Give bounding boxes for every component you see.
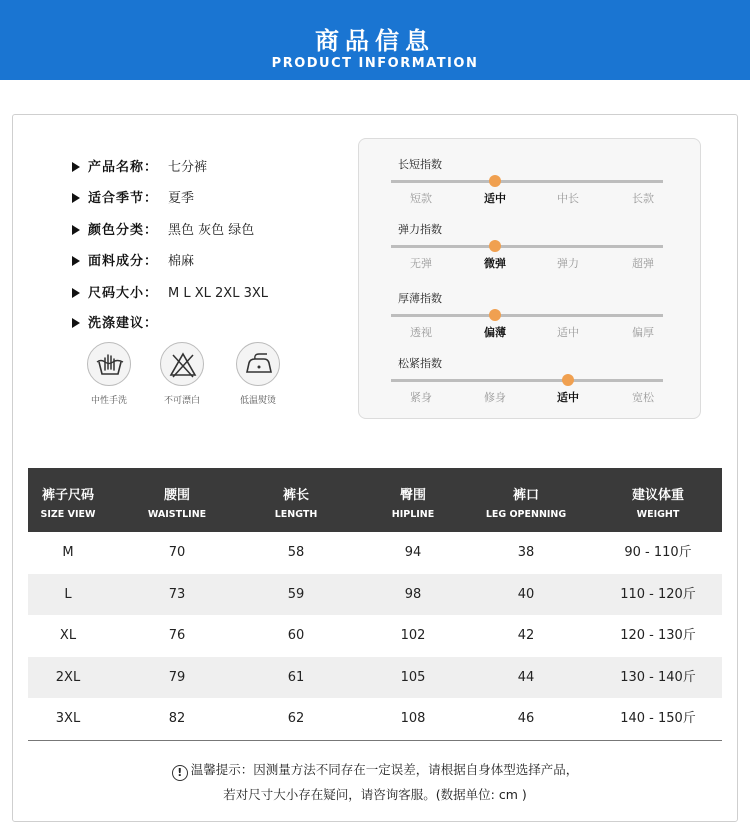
hand-wash-icon	[87, 342, 131, 386]
scale-option: 适中	[484, 192, 506, 205]
table-cell: 120 - 130斤	[620, 628, 696, 644]
table-cell: 82	[168, 711, 186, 727]
care-label: 中性手洗	[90, 396, 127, 406]
table-cell: 130 - 140斤	[620, 669, 696, 685]
care-hand-wash	[79, 342, 139, 406]
table-row	[28, 574, 722, 616]
bullet-triangle-icon	[72, 225, 80, 235]
scale-track	[391, 245, 663, 248]
scale-option: 中长	[557, 192, 579, 205]
scale-track	[391, 379, 663, 382]
scale-marker	[489, 309, 501, 321]
table-cell: XL	[59, 628, 77, 644]
size-table	[28, 468, 722, 741]
table-cell: 79	[168, 669, 186, 685]
size-table-header	[28, 468, 722, 532]
table-bottom-border	[28, 740, 722, 741]
info-row-color: 颜色分类： 黑色 灰色 绿色	[72, 219, 254, 238]
table-cell: 105	[400, 669, 426, 685]
info-row-name: 产品名称： 七分裤	[72, 156, 207, 175]
table-cell: 140 - 150斤	[620, 711, 696, 727]
table-cell: 60	[287, 628, 305, 644]
table-row	[28, 532, 722, 574]
bullet-triangle-icon	[72, 318, 80, 328]
bullet-triangle-icon	[72, 256, 80, 266]
scale-track	[391, 180, 663, 183]
table-cell: 70	[168, 545, 186, 560]
table-cell: 3XL	[55, 711, 81, 727]
header-leg-opening: 裤口 LEG OPENNING	[485, 488, 567, 520]
info-row-fabric: 面料成分： 棉麻	[72, 250, 194, 269]
fit-scales-panel	[358, 138, 701, 419]
table-cell: 98	[404, 586, 422, 602]
scale-option: 弹力	[557, 257, 579, 270]
table-cell: 42	[517, 628, 535, 644]
header-title-cn: 商品信息	[315, 27, 435, 55]
table-cell: 76	[168, 628, 186, 644]
bullet-triangle-icon	[72, 162, 80, 172]
table-row	[28, 615, 722, 657]
table-cell: 110 - 120斤	[620, 586, 696, 602]
table-cell: 94	[404, 545, 422, 560]
table-cell: 38	[517, 545, 535, 560]
scale-option: 修身	[484, 391, 506, 404]
scale-option: 透视	[410, 326, 432, 339]
table-cell: 58	[287, 545, 305, 560]
table-cell: 61	[287, 669, 305, 685]
table-cell: 40	[517, 586, 535, 602]
header-waist: 腰围 WAISTLINE	[147, 488, 207, 520]
care-no-bleach	[152, 342, 212, 406]
scale-option: 短款	[410, 192, 432, 205]
table-cell: 59	[287, 586, 305, 602]
table-cell: 44	[517, 669, 535, 685]
table-row	[28, 698, 722, 740]
scale-marker	[489, 175, 501, 187]
care-low-iron	[228, 342, 288, 406]
info-row-washing: 洗涤建议：	[72, 312, 168, 331]
tip-line-1	[0, 760, 750, 781]
table-cell: 90 - 110斤	[624, 545, 692, 560]
info-row-season: 适合季节： 夏季	[72, 187, 194, 206]
scale-marker	[562, 374, 574, 386]
tip-line-2	[0, 785, 750, 803]
care-label: 低温熨烫	[239, 396, 276, 406]
header-banner	[0, 0, 750, 80]
tip-text-2: 若对尺寸大小存在疑问，请咨询客服。(数据单位: cm )	[223, 787, 527, 802]
table-row	[28, 657, 722, 699]
scale-option: 宽松	[632, 391, 654, 404]
table-cell: M	[62, 545, 74, 560]
scale-title: 厚薄指数	[398, 292, 442, 305]
scale-option: 长款	[632, 192, 654, 205]
scale-option: 紧身	[410, 391, 432, 404]
scale-option: 无弹	[410, 257, 432, 270]
header-weight: 建议体重 WEIGHT	[631, 488, 684, 520]
scale-option: 超弹	[632, 257, 654, 270]
scale-title: 弹力指数	[398, 223, 442, 236]
bullet-triangle-icon	[72, 193, 80, 203]
table-cell: 46	[517, 711, 535, 727]
info-row-sizes: 尺码大小： M L XL 2XL 3XL	[72, 282, 268, 301]
header-length: 裤长 LENGTH	[274, 488, 318, 520]
header-title-en: PRODUCT INFORMATION	[271, 56, 479, 71]
bullet-triangle-icon	[72, 288, 80, 298]
scale-track	[391, 314, 663, 317]
table-cell: 2XL	[55, 669, 81, 685]
scale-title: 松紧指数	[398, 357, 442, 370]
tip-text-1: 温馨提示：因测量方法不同存在一定误差，请根据自身体型选择产品，	[190, 762, 579, 777]
table-cell: L	[64, 586, 72, 602]
table-cell: 73	[168, 586, 186, 602]
scale-option: 偏薄	[484, 326, 506, 339]
header-hip: 臀围 HIPLINE	[391, 488, 435, 520]
table-cell: 102	[400, 628, 426, 644]
header-size: 裤子尺码 SIZE VIEW	[40, 488, 96, 520]
care-label: 不可漂白	[163, 396, 200, 406]
scale-option: 偏厚	[632, 326, 654, 339]
scale-option: 微弹	[484, 257, 506, 270]
scale-title: 长短指数	[398, 158, 442, 171]
no-bleach-icon	[160, 342, 204, 386]
table-cell: 108	[400, 711, 426, 727]
low-iron-icon	[236, 342, 280, 386]
table-cell: 62	[287, 711, 305, 727]
scale-option: 适中	[557, 391, 579, 404]
warning-icon: !	[172, 765, 188, 781]
scale-marker	[489, 240, 501, 252]
scale-option: 适中	[557, 326, 579, 339]
